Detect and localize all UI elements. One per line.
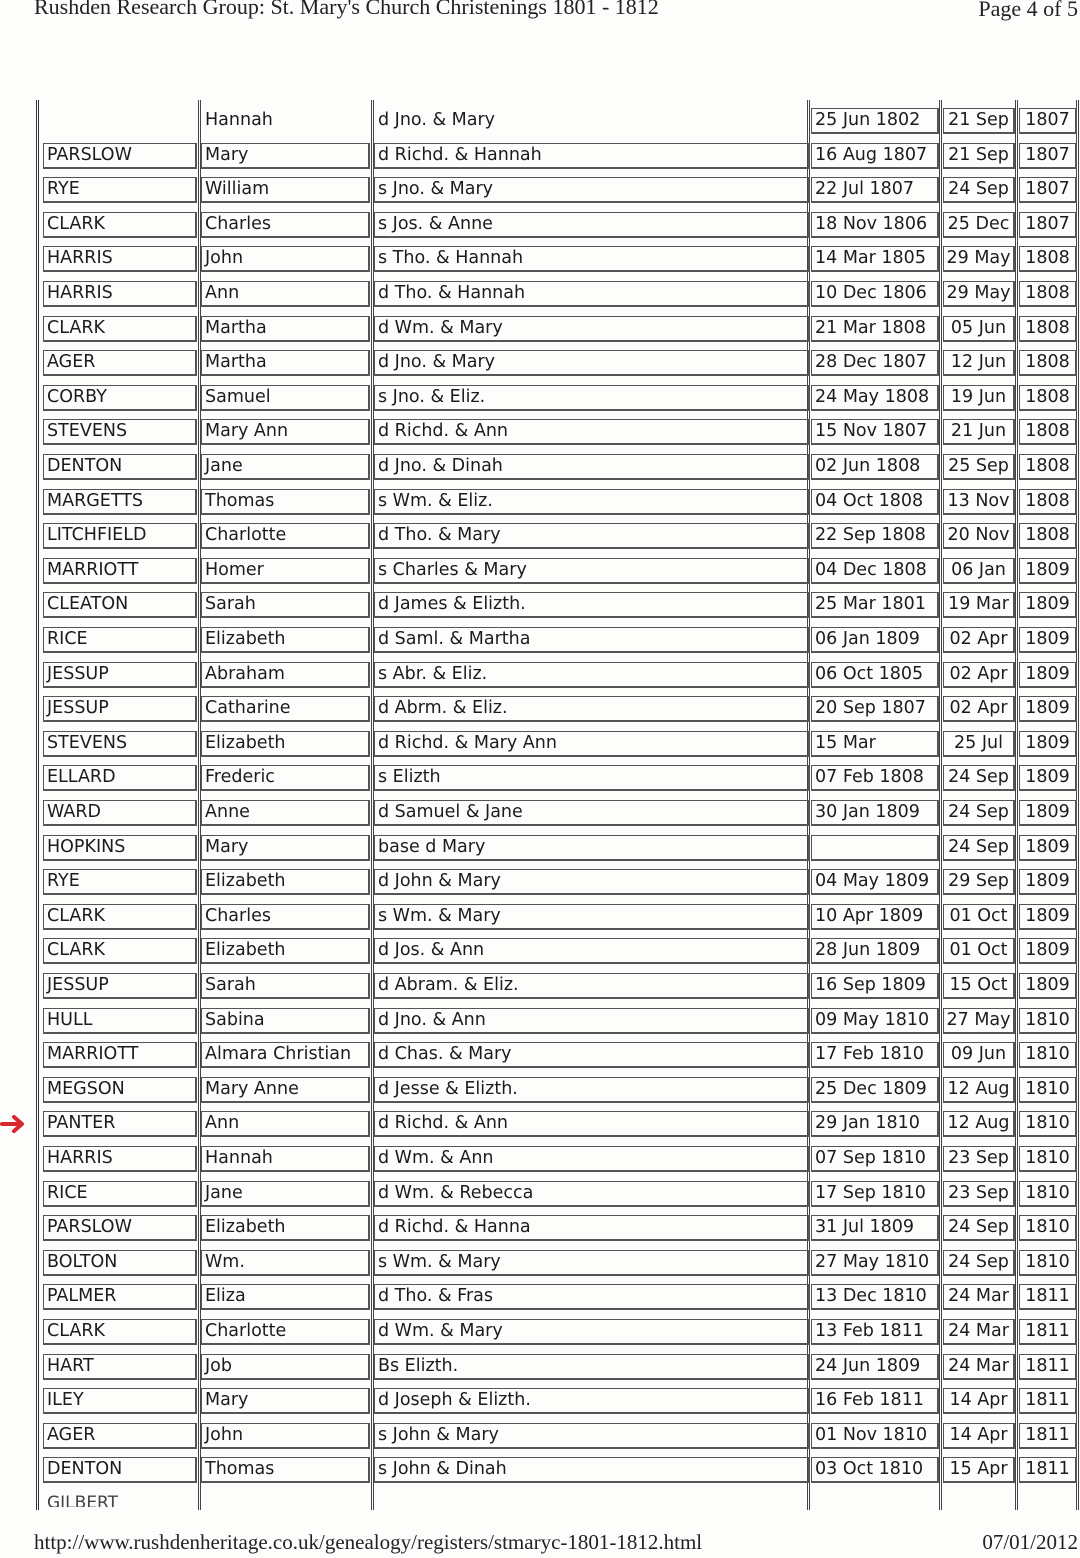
cutoff-surname: GILBERT — [47, 1493, 119, 1507]
surname-cell: RYE — [43, 177, 197, 203]
baptism-year-cell: 1811 — [1019, 1388, 1077, 1414]
baptism-date-cell: 23 Sep — [943, 1181, 1015, 1207]
baptism-year-cell: 1807 — [1019, 177, 1077, 203]
baptism-date-cell: 21 Jun — [943, 419, 1015, 445]
birth-date-cell: 31 Jul 1809 — [811, 1215, 939, 1241]
baptism-year-cell: 1809 — [1019, 835, 1077, 861]
surname-cell: HARRIS — [43, 281, 197, 307]
baptism-date-cell: 19 Jun — [943, 385, 1015, 411]
birth-date-cell: 06 Oct 1805 — [811, 662, 939, 688]
baptism-date-cell: 02 Apr — [943, 696, 1015, 722]
table-row — [39, 900, 1079, 935]
forename-cell: Thomas — [201, 1457, 370, 1483]
baptism-date-cell: 25 Sep — [943, 454, 1015, 480]
baptism-date-cell: 29 May — [943, 281, 1015, 307]
parents-cell: s Charles & Mary — [374, 558, 810, 584]
surname-cell: WARD — [43, 800, 197, 826]
forename-cell: Almara Christian — [201, 1042, 370, 1068]
baptism-year-cell: 1808 — [1019, 350, 1077, 376]
surname-cell: RICE — [43, 1181, 197, 1207]
surname-cell: JESSUP — [43, 973, 197, 999]
forename-cell: John — [201, 246, 370, 272]
baptism-year-cell: 1809 — [1019, 662, 1077, 688]
parents-cell: base d Mary — [374, 835, 810, 861]
parents-cell: d Richd. & Mary Ann — [374, 731, 810, 757]
baptism-date-cell: 25 Jul — [943, 731, 1015, 757]
baptism-year-cell: 1811 — [1019, 1457, 1077, 1483]
birth-date-cell: 04 Dec 1808 — [811, 558, 939, 584]
baptism-year-cell: 1807 — [1019, 108, 1077, 134]
forename-cell: Sarah — [201, 592, 370, 618]
surname-cell: AGER — [43, 350, 197, 376]
table-row — [39, 1280, 1079, 1315]
forename-cell: Elizabeth — [201, 938, 370, 964]
surname-cell: CORBY — [43, 385, 197, 411]
footer-url: http://www.rushdenheritage.co.uk/genealogy/registers/stmaryc-1801-1812.html — [34, 1530, 703, 1554]
baptism-year-cell: 1810 — [1019, 1146, 1077, 1172]
baptism-year-cell: 1808 — [1019, 316, 1077, 342]
forename-cell: Charles — [201, 904, 370, 930]
surname-cell: ILEY — [43, 1388, 197, 1414]
table-row — [39, 208, 1079, 243]
surname-cell: DENTON — [43, 454, 197, 480]
parents-cell: s Wm. & Mary — [374, 1250, 810, 1276]
forename-cell: Job — [201, 1354, 370, 1380]
baptism-date-cell: 01 Oct — [943, 904, 1015, 930]
baptism-year-cell: 1808 — [1019, 281, 1077, 307]
baptism-year-cell: 1810 — [1019, 1250, 1077, 1276]
surname-cell: MEGSON — [43, 1077, 197, 1103]
parents-cell: d Jno. & Dinah — [374, 454, 810, 480]
baptism-year-cell: 1810 — [1019, 1215, 1077, 1241]
birth-date-cell: 27 May 1810 — [811, 1250, 939, 1276]
table-row — [39, 1350, 1079, 1385]
table-row — [39, 1419, 1079, 1454]
table-row — [39, 1073, 1079, 1108]
table-row — [39, 346, 1079, 381]
birth-date-cell: 24 May 1808 — [811, 385, 939, 411]
baptism-date-cell: 12 Aug — [943, 1111, 1015, 1137]
baptism-date-cell: 24 Sep — [943, 835, 1015, 861]
parents-cell: d John & Mary — [374, 869, 810, 895]
forename-cell: Wm. — [201, 1250, 370, 1276]
baptism-date-cell: 15 Apr — [943, 1457, 1015, 1483]
table-row — [39, 1453, 1079, 1488]
surname-cell: RYE — [43, 869, 197, 895]
forename-cell: Martha — [201, 316, 370, 342]
parents-cell: s Wm. & Mary — [374, 904, 810, 930]
baptism-year-cell: 1809 — [1019, 800, 1077, 826]
baptism-year-cell: 1810 — [1019, 1077, 1077, 1103]
red-arrow-icon — [0, 1114, 26, 1134]
baptism-date-cell: 02 Apr — [943, 627, 1015, 653]
parents-cell: s John & Mary — [374, 1423, 810, 1449]
forename-cell: Catharine — [201, 696, 370, 722]
forename-cell: Elizabeth — [201, 731, 370, 757]
parents-cell: d Jos. & Ann — [374, 938, 810, 964]
baptism-date-cell: 23 Sep — [943, 1146, 1015, 1172]
surname-cell: LITCHFIELD — [43, 523, 197, 549]
forename-cell: Charlotte — [201, 1319, 370, 1345]
baptism-year-cell: 1807 — [1019, 143, 1077, 169]
baptism-date-cell: 14 Apr — [943, 1388, 1015, 1414]
birth-date-cell: 20 Sep 1807 — [811, 696, 939, 722]
birth-date-cell: 16 Feb 1811 — [811, 1388, 939, 1414]
surname-cell: HULL — [43, 1008, 197, 1034]
parents-cell: d Wm. & Mary — [374, 1319, 810, 1345]
forename-cell: Anne — [201, 800, 370, 826]
table-row — [39, 796, 1079, 831]
table-row — [39, 727, 1079, 762]
birth-date-cell: 13 Dec 1810 — [811, 1284, 939, 1310]
forename-cell: Eliza — [201, 1284, 370, 1310]
baptism-year-cell: 1811 — [1019, 1284, 1077, 1310]
baptism-year-cell: 1809 — [1019, 938, 1077, 964]
forename-cell: Sabina — [201, 1008, 370, 1034]
forename-cell: Hannah — [201, 1146, 370, 1172]
table-row — [39, 312, 1079, 347]
table-row — [39, 415, 1079, 450]
baptism-date-cell: 24 Mar — [943, 1319, 1015, 1345]
table-row — [39, 934, 1079, 969]
surname-cell: HOPKINS — [43, 835, 197, 861]
baptism-date-cell: 06 Jan — [943, 558, 1015, 584]
birth-date-cell: 13 Feb 1811 — [811, 1319, 939, 1345]
surname-cell: HARRIS — [43, 246, 197, 272]
baptism-year-cell: 1808 — [1019, 246, 1077, 272]
birth-date-cell: 10 Dec 1806 — [811, 281, 939, 307]
table-row — [39, 623, 1079, 658]
baptism-date-cell: 24 Mar — [943, 1354, 1015, 1380]
baptism-year-cell: 1810 — [1019, 1181, 1077, 1207]
forename-cell: Thomas — [201, 489, 370, 515]
birth-date-cell: 06 Jan 1809 — [811, 627, 939, 653]
baptism-date-cell: 12 Aug — [943, 1077, 1015, 1103]
baptism-date-cell: 29 May — [943, 246, 1015, 272]
surname-cell: CLARK — [43, 904, 197, 930]
forename-cell: Elizabeth — [201, 869, 370, 895]
surname-cell: PANTER — [43, 1111, 197, 1137]
table-row — [39, 519, 1079, 554]
forename-cell: Samuel — [201, 385, 370, 411]
surname-cell: CLARK — [43, 1319, 197, 1345]
forename-cell: Hannah — [205, 110, 273, 130]
parents-cell: s Jno. & Mary — [374, 177, 810, 203]
baptism-date-cell: 24 Sep — [943, 1215, 1015, 1241]
birth-date-cell: 28 Dec 1807 — [811, 350, 939, 376]
surname-cell: STEVENS — [43, 731, 197, 757]
birth-date-cell: 15 Nov 1807 — [811, 419, 939, 445]
forename-cell: Jane — [201, 454, 370, 480]
birth-date-cell: 17 Feb 1810 — [811, 1042, 939, 1068]
parents-cell: d Saml. & Martha — [374, 627, 810, 653]
parents-cell: s Wm. & Eliz. — [374, 489, 810, 515]
birth-date-cell: 02 Jun 1808 — [811, 454, 939, 480]
baptism-date-cell: 24 Sep — [943, 1250, 1015, 1276]
table-row — [39, 1107, 1079, 1142]
forename-cell: Ann — [201, 1111, 370, 1137]
baptism-year-cell: 1809 — [1019, 731, 1077, 757]
baptism-date-cell: 21 Sep — [943, 108, 1015, 134]
parents-cell: s Jos. & Anne — [374, 212, 810, 238]
baptism-year-cell: 1807 — [1019, 212, 1077, 238]
surname-cell: CLARK — [43, 938, 197, 964]
baptism-year-cell: 1809 — [1019, 696, 1077, 722]
baptism-date-cell: 29 Sep — [943, 869, 1015, 895]
parents-cell: d Joseph & Elizth. — [374, 1388, 810, 1414]
baptism-date-cell: 24 Sep — [943, 800, 1015, 826]
surname-cell: JESSUP — [43, 662, 197, 688]
surname-cell: MARRIOTT — [43, 558, 197, 584]
baptism-year-cell: 1808 — [1019, 419, 1077, 445]
baptism-year-cell: 1808 — [1019, 454, 1077, 480]
surname-cell: CLEATON — [43, 592, 197, 618]
birth-date-cell: 09 May 1810 — [811, 1008, 939, 1034]
forename-cell: Sarah — [201, 973, 370, 999]
table-row — [39, 242, 1079, 277]
surname-cell: PARSLOW — [43, 143, 197, 169]
parents-cell: d Jesse & Elizth. — [374, 1077, 810, 1103]
forename-cell: Charles — [201, 212, 370, 238]
birth-date-cell: 03 Oct 1810 — [811, 1457, 939, 1483]
table-row — [39, 865, 1079, 900]
forename-cell: Mary — [201, 835, 370, 861]
forename-cell: Mary — [201, 1388, 370, 1414]
baptism-date-cell: 12 Jun — [943, 350, 1015, 376]
forename-cell: Charlotte — [201, 523, 370, 549]
baptism-date-cell: 27 May — [943, 1008, 1015, 1034]
baptism-year-cell: 1808 — [1019, 489, 1077, 515]
parents-cell: d Tho. & Hannah — [374, 281, 810, 307]
forename-cell: John — [201, 1423, 370, 1449]
parents-cell: s Jno. & Eliz. — [374, 385, 810, 411]
baptism-date-cell: 19 Mar — [943, 592, 1015, 618]
birth-date-cell: 25 Dec 1809 — [811, 1077, 939, 1103]
baptism-year-cell: 1810 — [1019, 1008, 1077, 1034]
surname-cell: MARRIOTT — [43, 1042, 197, 1068]
forename-cell: Martha — [201, 350, 370, 376]
baptism-year-cell: 1809 — [1019, 904, 1077, 930]
birth-date-cell: 04 Oct 1808 — [811, 489, 939, 515]
page-header-title: Rushden Research Group: St. Mary's Church Christenings 1801 - 1812 — [34, 0, 659, 19]
baptism-date-cell: 13 Nov — [943, 489, 1015, 515]
table-row — [39, 1177, 1079, 1212]
birth-date-cell: 16 Aug 1807 — [811, 143, 939, 169]
baptism-date-cell: 24 Mar — [943, 1284, 1015, 1310]
table-row — [39, 1142, 1079, 1177]
parents-cell: s Abr. & Eliz. — [374, 662, 810, 688]
table-row — [39, 761, 1079, 796]
baptism-date-cell: 05 Jun — [943, 316, 1015, 342]
table-row — [39, 554, 1079, 589]
table-row — [39, 588, 1079, 623]
baptism-year-cell: 1809 — [1019, 973, 1077, 999]
surname-cell: AGER — [43, 1423, 197, 1449]
parents-cell: Bs Elizth. — [374, 1354, 810, 1380]
forename-cell: Mary Ann — [201, 419, 370, 445]
baptism-year-cell: 1809 — [1019, 869, 1077, 895]
forename-cell: Mary — [201, 143, 370, 169]
forename-cell: Jane — [201, 1181, 370, 1207]
parents-cell: d Abrm. & Eliz. — [374, 696, 810, 722]
forename-cell: Mary Anne — [201, 1077, 370, 1103]
table-row — [39, 1315, 1079, 1350]
birth-date-cell: 07 Sep 1810 — [811, 1146, 939, 1172]
birth-date-cell: 21 Mar 1808 — [811, 316, 939, 342]
baptism-year-cell: 1809 — [1019, 592, 1077, 618]
baptism-year-cell: 1809 — [1019, 627, 1077, 653]
parents-cell: d Samuel & Jane — [374, 800, 810, 826]
footer-date: 07/01/2012 — [982, 1530, 1078, 1554]
surname-cell: RICE — [43, 627, 197, 653]
forename-cell: Ann — [201, 281, 370, 307]
parents-cell: d Richd. & Ann — [374, 1111, 810, 1137]
surname-cell: MARGETTS — [43, 489, 197, 515]
table-row — [39, 173, 1079, 208]
birth-date-cell: 16 Sep 1809 — [811, 973, 939, 999]
baptism-date-cell: 24 Sep — [943, 765, 1015, 791]
surname-cell: HARRIS — [43, 1146, 197, 1172]
birth-date-cell: 15 Mar — [811, 731, 939, 757]
table-row — [39, 969, 1079, 1004]
table-row — [39, 104, 1079, 139]
table-row — [39, 831, 1079, 866]
surname-cell: PARSLOW — [43, 1215, 197, 1241]
parents-cell: d Chas. & Mary — [374, 1042, 810, 1068]
christenings-register-table — [36, 100, 1079, 1510]
forename-cell: Homer — [201, 558, 370, 584]
surname-cell: STEVENS — [43, 419, 197, 445]
parents-cell: d Tho. & Fras — [374, 1284, 810, 1310]
baptism-year-cell: 1811 — [1019, 1423, 1077, 1449]
forename-cell: Elizabeth — [201, 627, 370, 653]
baptism-date-cell: 15 Oct — [943, 973, 1015, 999]
forename-cell: William — [201, 177, 370, 203]
table-row — [39, 692, 1079, 727]
baptism-year-cell: 1809 — [1019, 558, 1077, 584]
baptism-year-cell: 1810 — [1019, 1042, 1077, 1068]
surname-cell: HART — [43, 1354, 197, 1380]
birth-date-cell — [811, 835, 939, 861]
parents-cell: d James & Elizth. — [374, 592, 810, 618]
birth-date-cell: 10 Apr 1809 — [811, 904, 939, 930]
table-row — [39, 1384, 1079, 1419]
surname-cell: CLARK — [43, 212, 197, 238]
table-row — [39, 381, 1079, 416]
surname-cell: CLARK — [43, 316, 197, 342]
parents-cell: d Wm. & Mary — [374, 316, 810, 342]
baptism-date-cell: 09 Jun — [943, 1042, 1015, 1068]
birth-date-cell: 25 Jun 1802 — [811, 108, 939, 134]
parents-cell: d Abram. & Eliz. — [374, 973, 810, 999]
surname-cell: BOLTON — [43, 1250, 197, 1276]
table-row — [39, 139, 1079, 174]
table-row — [39, 1004, 1079, 1039]
parents-cell: d Jno. & Ann — [374, 1008, 810, 1034]
surname-cell: PALMER — [43, 1284, 197, 1310]
parents-cell: d Richd. & Ann — [374, 419, 810, 445]
baptism-date-cell: 25 Dec — [943, 212, 1015, 238]
birth-date-cell: 01 Nov 1810 — [811, 1423, 939, 1449]
table-row — [39, 1038, 1079, 1073]
forename-cell: Elizabeth — [201, 1215, 370, 1241]
table-row — [39, 1211, 1079, 1246]
baptism-date-cell: 14 Apr — [943, 1423, 1015, 1449]
birth-date-cell: 25 Mar 1801 — [811, 592, 939, 618]
baptism-year-cell: 1809 — [1019, 765, 1077, 791]
parents-cell: d Jno. & Mary — [378, 110, 496, 130]
parents-cell: s John & Dinah — [374, 1457, 810, 1483]
forename-cell: Frederic — [201, 765, 370, 791]
baptism-date-cell: 02 Apr — [943, 662, 1015, 688]
baptism-date-cell: 01 Oct — [943, 938, 1015, 964]
surname-cell — [43, 108, 197, 134]
page-number: Page 4 of 5 — [978, 0, 1078, 21]
birth-date-cell: 29 Jan 1810 — [811, 1111, 939, 1137]
parents-cell: s Elizth — [374, 765, 810, 791]
parents-cell: d Wm. & Ann — [374, 1146, 810, 1172]
parents-cell: d Wm. & Rebecca — [374, 1181, 810, 1207]
birth-date-cell: 07 Feb 1808 — [811, 765, 939, 791]
birth-date-cell: 22 Jul 1807 — [811, 177, 939, 203]
surname-cell: ELLARD — [43, 765, 197, 791]
baptism-year-cell: 1808 — [1019, 385, 1077, 411]
birth-date-cell: 28 Jun 1809 — [811, 938, 939, 964]
baptism-year-cell: 1810 — [1019, 1111, 1077, 1137]
surname-cell: DENTON — [43, 1457, 197, 1483]
table-row — [39, 485, 1079, 520]
baptism-date-cell: 20 Nov — [943, 523, 1015, 549]
birth-date-cell: 18 Nov 1806 — [811, 212, 939, 238]
birth-date-cell: 17 Sep 1810 — [811, 1181, 939, 1207]
parents-cell: d Richd. & Hannah — [374, 143, 810, 169]
parents-cell: d Richd. & Hanna — [374, 1215, 810, 1241]
birth-date-cell: 22 Sep 1808 — [811, 523, 939, 549]
parents-cell: s Tho. & Hannah — [374, 246, 810, 272]
baptism-date-cell: 24 Sep — [943, 177, 1015, 203]
table-row — [39, 658, 1079, 693]
table-row — [39, 1246, 1079, 1281]
forename-cell: Abraham — [201, 662, 370, 688]
parents-cell: d Tho. & Mary — [374, 523, 810, 549]
baptism-date-cell: 21 Sep — [943, 143, 1015, 169]
birth-date-cell: 14 Mar 1805 — [811, 246, 939, 272]
table-row — [39, 277, 1079, 312]
table-row — [39, 450, 1079, 485]
parents-cell: d Jno. & Mary — [374, 350, 810, 376]
baptism-year-cell: 1811 — [1019, 1319, 1077, 1345]
baptism-year-cell: 1808 — [1019, 523, 1077, 549]
birth-date-cell: 04 May 1809 — [811, 869, 939, 895]
surname-cell: JESSUP — [43, 696, 197, 722]
birth-date-cell: 24 Jun 1809 — [811, 1354, 939, 1380]
birth-date-cell: 30 Jan 1809 — [811, 800, 939, 826]
baptism-year-cell: 1811 — [1019, 1354, 1077, 1380]
